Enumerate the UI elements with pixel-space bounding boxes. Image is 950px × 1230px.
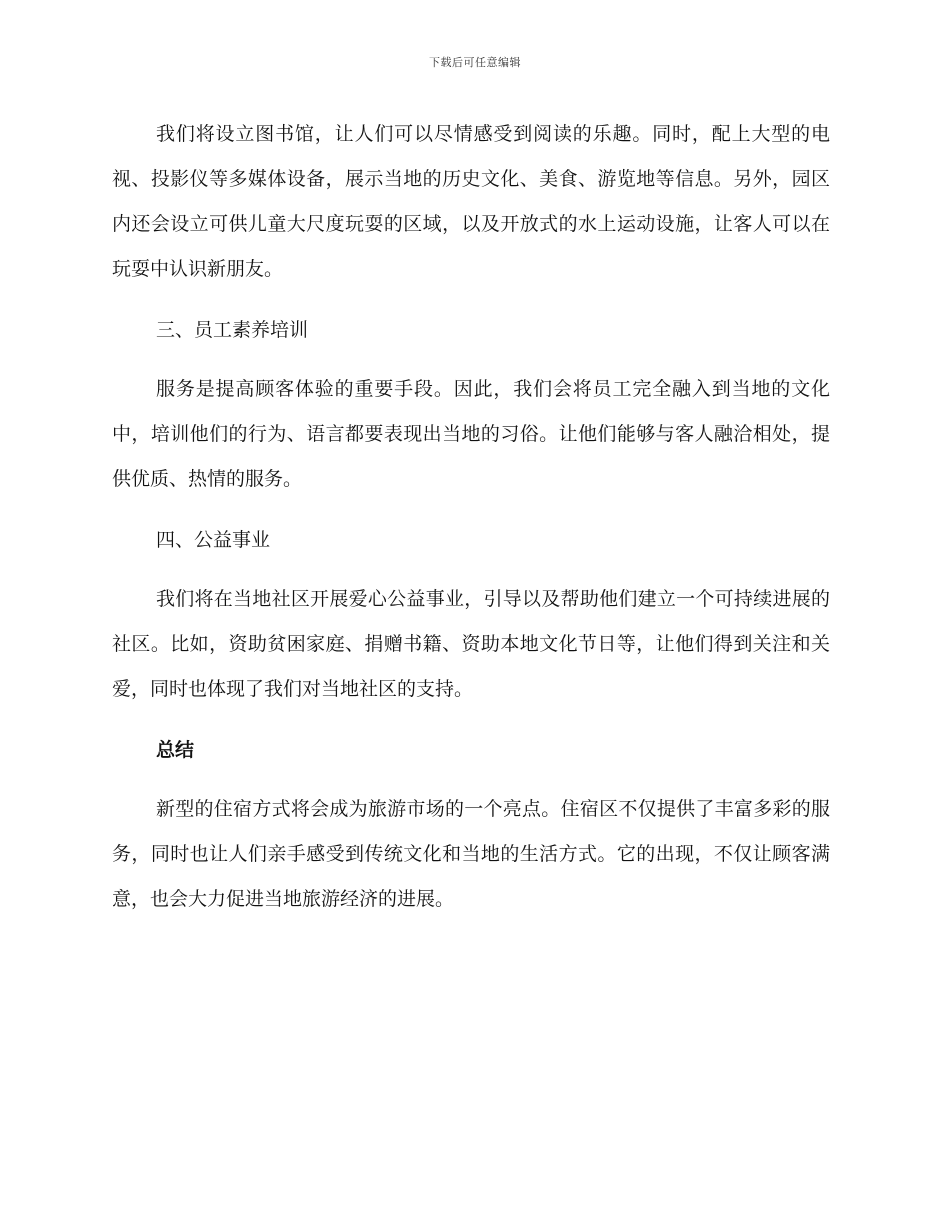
page-header: 下载后可任意编辑 <box>429 56 521 69</box>
paragraph-library: 我们将设立图书馆，让人们可以尽情感受到阅读的乐趣。同时，配上大型的电视、投影仪等多媒体设备，展示当地的历史文化、美食、游览地等信息。另外，园区内还会设立可供儿童大尺度玩耍的区域，以及开放式的水上运动设施，让客人可以在玩耍中认识新朋友。 <box>112 123 830 280</box>
section-heading-staff-training: 三、员工素养培训 <box>156 319 309 341</box>
paragraph-public-welfare: 我们将在当地社区开展爱心公益事业，引导以及帮助他们建立一个可持续进展的社区。比如，资助贫困家庭、捐赠书籍、资助本地文化节日等，让他们得到关注和关爱，同时也体现了我们对当地社区的支持。 <box>112 588 830 700</box>
paragraph-summary: 新型的住宿方式将会成为旅游市场的一个亮点。住宿区不仅提供了丰富多彩的服务，同时也让人们亲手感受到传统文化和当地的生活方式。它的出现，不仅让顾客满意，也会大力促进当地旅游经济的进展。 <box>112 798 830 910</box>
paragraph-staff-training: 服务是提高顾客体验的重要手段。因此，我们会将员工完全融入到当地的文化中，培训他们的行为、语言都要表现出当地的习俗。让他们能够与客人融洽相处，提供优质、热情的服务。 <box>112 378 830 490</box>
document-body <box>112 112 830 938</box>
section-heading-public-welfare: 四、公益事业 <box>156 529 271 551</box>
section-heading-summary: 总结 <box>156 739 195 761</box>
